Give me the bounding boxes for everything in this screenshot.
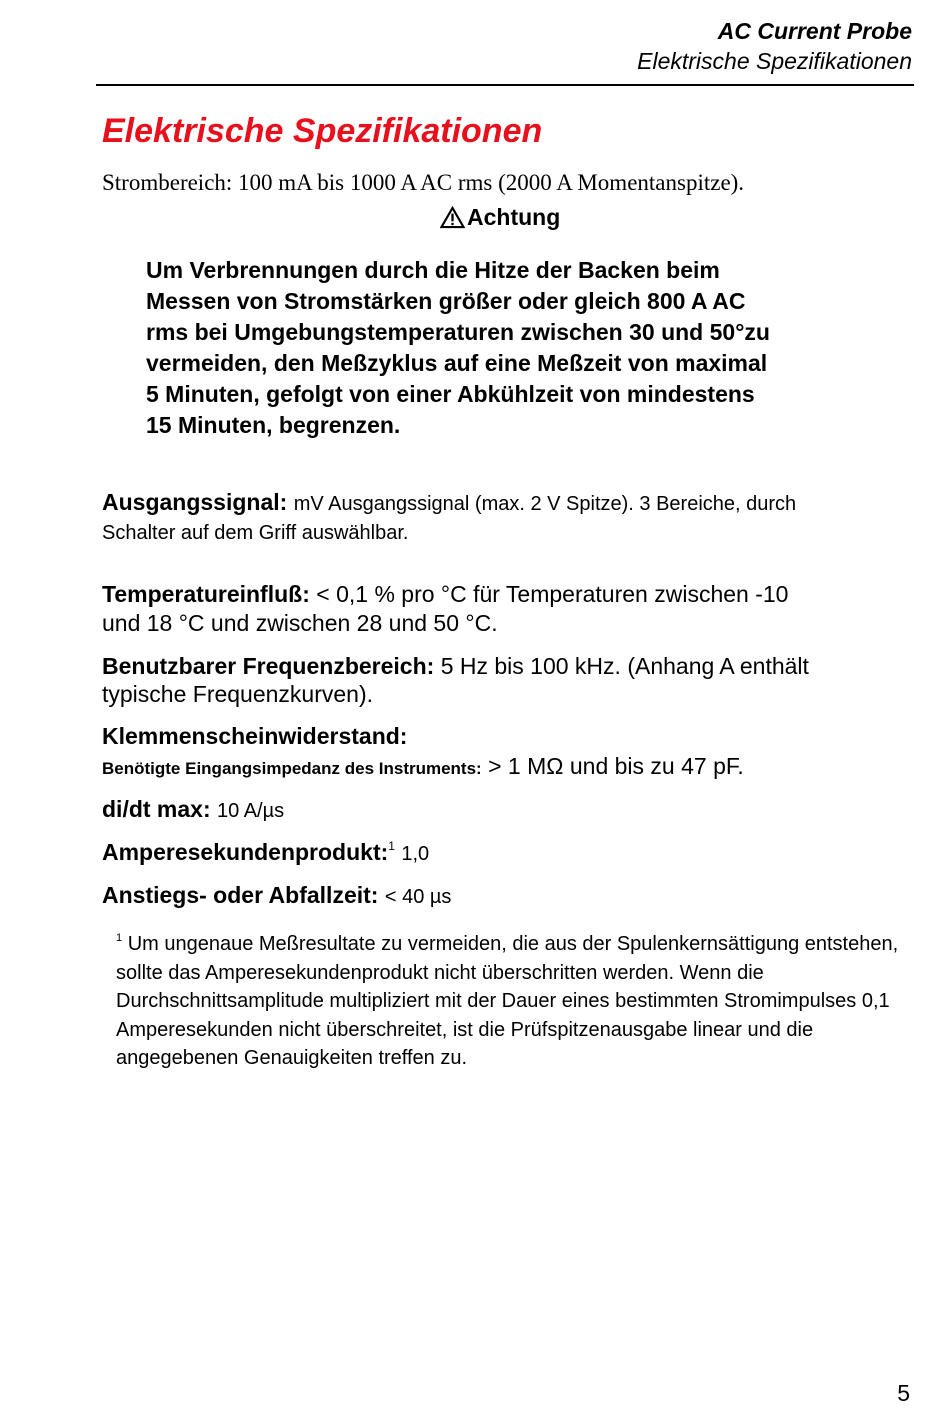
spec-label: Amperesekundenprodukt: — [102, 839, 389, 865]
spec-label: di/dt max: — [102, 796, 211, 822]
spec-didt — [102, 795, 284, 825]
spec-value: typische Frequenzkurven). — [102, 681, 374, 707]
spec-label: Anstiegs- oder Abfallzeit: — [102, 882, 379, 908]
page-number: 5 — [897, 1380, 910, 1406]
spec-label: Klemmenscheinwiderstand: — [102, 723, 408, 749]
spec-value: Schalter auf dem Griff auswählbar. — [102, 522, 409, 544]
spec-label: Benutzbarer Frequenzbereich: — [102, 653, 435, 679]
spec-label: Ausgangssignal: — [102, 489, 288, 515]
spec-value: und 18 °C und zwischen 28 und 50 °C. — [102, 610, 498, 636]
warning-triangle-icon — [440, 206, 465, 229]
spec-clamp-impedance — [102, 722, 407, 750]
current-range-text: Strombereich: 100 mA bis 1000 A AC rms (2000 A Momentanspitze). — [102, 170, 745, 195]
spec-value: < 40 µs — [384, 886, 452, 908]
spec-value: mV Ausgangssignal (max. 2 V Spitze). 3 Bereiche, durch — [293, 493, 797, 515]
header-title: AC Current Probe — [717, 18, 912, 44]
spec-output-signal-cont — [102, 517, 408, 547]
header-subtitle: Elektrische Spezifikationen — [637, 48, 912, 74]
spec-value: 5 Hz bis 100 kHz. (Anhang A enthält — [440, 653, 809, 679]
footnote-marker: 1 — [116, 932, 123, 944]
spec-rise-time — [102, 881, 451, 911]
caution-heading — [440, 204, 560, 231]
spec-ampere-seconds — [102, 838, 429, 868]
footnote — [116, 930, 926, 1073]
spec-frequency-cont — [102, 680, 373, 708]
footnote-text: Um ungenaue Meßresultate zu vermeiden, die aus der Spulenkernsättigung entstehen, sollte das Amperesekundenprodukt nicht überschritten werden. Wenn die Durchschnittsamplitude multipliziert mit der Dauer eines bestimmten Stromimpulses 0,1 Amperesekunden nicht überschreitet, ist die Prüfspitzenausgabe linear und die angegebenen Genauigkeiten treffen zu. — [116, 933, 899, 1069]
spec-value: > 1 MΩ und bis zu 47 pF. — [488, 753, 744, 779]
spec-temperature — [102, 580, 788, 608]
footnote-marker: 1 — [388, 839, 395, 853]
header-divider — [96, 84, 914, 86]
spec-input-impedance — [102, 752, 744, 783]
spec-value: 1,0 — [401, 843, 430, 865]
spec-value: 10 A/µs — [217, 800, 285, 822]
caution-label: Achtung — [467, 204, 561, 230]
spec-temperature-cont — [102, 609, 498, 637]
section-title: Elektrische Spezifikationen — [102, 112, 543, 150]
spec-label: Temperatureinfluß: — [102, 581, 310, 607]
spec-frequency — [102, 652, 809, 680]
spec-label: Benötigte Eingangsimpedanz des Instruments: — [102, 759, 482, 778]
caution-text: Um Verbrennungen durch die Hitze der Backen beim Messen von Stromstärken größer oder gleich 800 A AC rms bei Umgebungstemperaturen zwischen 30 und 50°zu vermeiden, den Meßzyklus auf eine Meßzeit von maximal 5 Minuten, gefolgt von einer Abkühlzeit von mindestens 15 Minuten, begrenzen. — [146, 257, 770, 438]
spec-value: < 0,1 % pro °C für Temperaturen zwischen -10 — [316, 581, 789, 607]
spec-output-signal — [102, 488, 796, 518]
